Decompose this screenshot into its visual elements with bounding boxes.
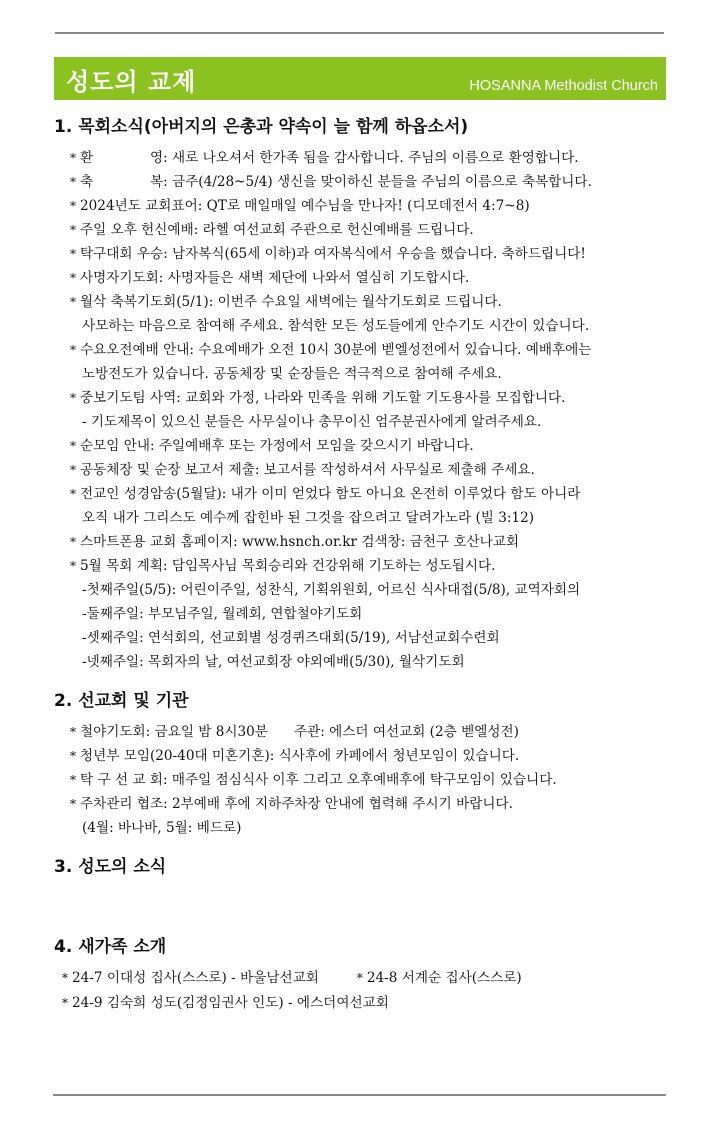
section-banner — [54, 57, 666, 100]
missions-item-pingpong: * 탁 구 선 교 회: 매주일 점심식사 이후 그리고 오후예배후에 탁구모임이 있습니다. — [54, 768, 674, 792]
news-item-blessing: * 축 복: 금주(4/28~5/4) 생신을 맞이하신 분들을 주님의 이름으로 축복합니다. — [54, 170, 674, 194]
asterisk-bullet-icon: * — [70, 487, 76, 501]
asterisk-bullet-icon: * — [70, 773, 76, 787]
new-family-member: 24-7 이대성 집사(스스로) - 바울남선교회 — [72, 970, 319, 986]
asterisk-bullet-icon: * — [70, 247, 76, 261]
new-family-row-2 — [54, 991, 674, 1016]
asterisk-bullet-icon: * — [70, 749, 76, 763]
news-item-dedication-service: * 주일 오후 헌신예배: 라헬 여선교회 주관으로 헌신예배를 드립니다. — [54, 218, 674, 242]
news-item-may-plan: * 5월 목회 계획: 담임목사님 목회승리와 건강위해 기도하는 성도됩시다. — [54, 554, 674, 578]
asterisk-bullet-icon: * — [70, 223, 76, 237]
asterisk-bullet-icon: * — [356, 971, 363, 985]
news-item-homepage: * 스마트폰용 교회 홈페이지: www.hsnch.or.kr 검색창: 금천구 호산나교회 — [54, 530, 674, 554]
asterisk-bullet-icon: * — [70, 559, 76, 573]
banner-subtitle: HOSANNA Methodist Church — [469, 78, 658, 94]
may-plan-week-1: -첫째주일(5/5): 어린이주일, 성찬식, 기획위원회, 어르신 식사대접(5/8), 교역자회의 — [82, 582, 581, 598]
top-divider — [55, 32, 664, 34]
asterisk-bullet-icon: * — [70, 343, 76, 357]
may-plan-week-4: -넷째주일: 목회자의 날, 여선교회장 야외예배(5/30), 월삭기도회 — [82, 654, 465, 670]
news-item-cell-meeting: * 순모임 안내: 주일예배후 또는 가정에서 모임을 갖으시기 바랍니다. — [54, 434, 674, 458]
news-item-memory-verse: * 전교인 성경암송(5월달): 내가 이미 얻었다 함도 아니요 온전히 이루었다 함도 아니라 — [54, 482, 674, 506]
news-item-welcome: * 환 영: 새로 나오셔서 한가족 됨을 감사합니다. 주님의 이름으로 환영합니다. — [54, 146, 674, 170]
news-item-pingpong-win: * 탁구대회 우승: 남자복식(65세 이하)과 여자복식에서 우승을 했습니다. 축하드립니다! — [54, 242, 674, 266]
news-item-wednesday-service: * 수요오전예배 안내: 수요예배가 오전 10시 30분에 벧엘성전에서 있습니다. 예배후에는 — [54, 338, 674, 362]
asterisk-bullet-icon: * — [70, 175, 76, 189]
news-item-report: * 공동체장 및 순장 보고서 제출: 보고서를 작성하셔서 사무실로 제출해 주세요. — [54, 458, 674, 482]
asterisk-bullet-icon: * — [62, 971, 68, 985]
bottom-divider — [53, 1094, 666, 1096]
section-heading-missions: 2. 선교회 및 기관 — [54, 691, 189, 711]
asterisk-bullet-icon: * — [62, 996, 68, 1010]
asterisk-bullet-icon: * — [70, 271, 76, 285]
news-item-memory-verse-cont: 오직 내가 그리스도 예수께 잡힌바 된 그것을 잡으려고 달려가노라 (빌 3:12) — [82, 510, 535, 526]
missions-item-parking-cont: (4월: 바나바, 5월: 베드로) — [82, 820, 242, 836]
missions-item-parking: * 주차관리 협조: 2부예배 후에 지하주차장 안내에 협력해 주시기 바랍니다. — [54, 792, 674, 816]
may-plan-week-2: -둘째주일: 부모님주일, 월례회, 연합철야기도회 — [82, 606, 363, 622]
news-item-mission-prayer: * 사명자기도회: 사명자들은 새벽 제단에 나와서 열심히 기도합시다. — [54, 266, 674, 290]
new-family-member: 24-9 김숙희 성도(김정임권사 인도) - 에스더여선교회 — [72, 995, 389, 1011]
missions-item-youth: * 청년부 모임(20-40대 미혼기혼): 식사후에 카페에서 청년모임이 있습니다. — [54, 744, 674, 768]
news-item-motto: * 2024년도 교회표어: QT로 매일매일 예수님을 만나자! (디모데전서 4:7~8) — [54, 194, 674, 218]
section-heading-pastoral-news: 1. 목회소식(아버지의 은총과 약속이 늘 함께 하옵소서) — [54, 117, 469, 137]
new-family-row-1 — [54, 966, 674, 991]
asterisk-bullet-icon: * — [70, 535, 76, 549]
news-item-wednesday-service-cont: 노방전도가 있습니다. 공동체장 및 순장들은 적극적으로 참여해 주세요. — [82, 366, 502, 382]
asterisk-bullet-icon: * — [70, 797, 76, 811]
asterisk-bullet-icon: * — [70, 463, 76, 477]
asterisk-bullet-icon: * — [70, 439, 76, 453]
news-item-monthly-prayer-cont: 사모하는 마음으로 참여해 주세요. 참석한 모든 성도들에게 안수기도 시간이 있습니다. — [82, 318, 590, 334]
section-heading-new-family: 4. 새가족 소개 — [54, 937, 167, 957]
new-family-member: 24-8 서계순 집사(스스로) — [366, 970, 522, 986]
bulletin-content — [54, 114, 674, 1016]
asterisk-bullet-icon: * — [70, 391, 76, 405]
banner-title: 성도의 교제 — [66, 68, 197, 96]
news-item-intercessory: * 중보기도팀 사역: 교회와 가정, 나라와 민족을 위해 기도할 기도용사를 모집합니다. — [54, 386, 674, 410]
asterisk-bullet-icon: * — [70, 151, 76, 165]
news-item-intercessory-cont: - 기도제목이 있으신 분들은 사무실이나 총무이신 엄주분권사에게 알려주세요. — [82, 414, 542, 430]
asterisk-bullet-icon: * — [70, 295, 76, 309]
asterisk-bullet-icon: * — [70, 725, 76, 739]
news-item-monthly-prayer: * 월삭 축복기도회(5/1): 이번주 수요일 새벽에는 월삭기도회로 드립니다. — [54, 290, 674, 314]
section-heading-member-news: 3. 성도의 소식 — [54, 857, 167, 877]
asterisk-bullet-icon: * — [70, 199, 76, 213]
may-plan-week-3: -셋째주일: 연석회의, 선교회별 성경퀴즈대회(5/19), 서남선교회수련회 — [82, 630, 500, 646]
missions-item-overnight-prayer: * 철야기도회: 금요일 밤 8시30분 주관: 에스더 여선교회 (2층 벧엘성전) — [54, 720, 674, 744]
